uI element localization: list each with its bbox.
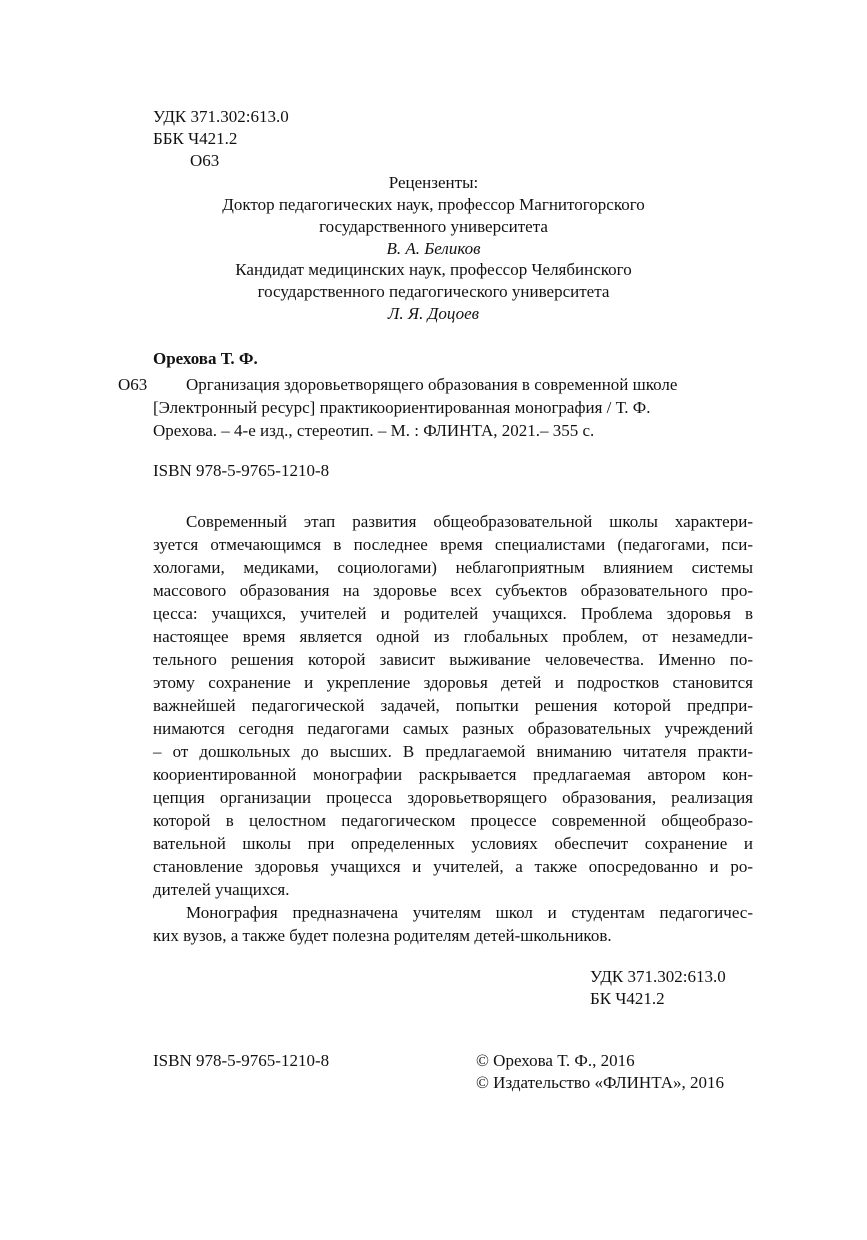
- reviewer-1-university: государственного университета: [319, 217, 548, 236]
- abstract-line: этому сохранение и укрепление здоровья детей и подростков становится: [153, 673, 753, 692]
- abstract-line: нимаются сегодня педагогами самых разных образовательных учреждений: [153, 719, 753, 738]
- author-sign-code: О63: [190, 151, 220, 170]
- abstract-line: массового образования на здоровье всех субъектов образовательного про-: [153, 581, 753, 600]
- copyright-author: © Орехова Т. Ф., 2016: [476, 1051, 635, 1070]
- abstract-line: ких вузов, а также будет полезна родителям детей-школьников.: [153, 926, 612, 945]
- abstract-line: – от дошкольных до высших. В предлагаемой вниманию читателя практи-: [153, 742, 753, 761]
- author-heading: Орехова Т. Ф.: [153, 349, 258, 368]
- biblio-title-line-2: [Электронный ресурс] практикоориентированная монография / Т. Ф.: [153, 398, 651, 417]
- abstract-line: цесса: учащихся, учителей и родителей учащихся. Проблема здоровья в: [153, 604, 753, 623]
- abstract-line: зуется отмечающимся в последнее время специалистами (педагогами, пси-: [153, 535, 753, 554]
- abstract-line: тельного решения которой зависит выживание человечества. Именно по-: [153, 650, 753, 669]
- abstract-line: важнейшей педагогической задачей, попытки решения которой предпри-: [153, 696, 753, 715]
- udk-code-bottom: УДК 371.302:613.0: [590, 967, 726, 986]
- biblio-code: О63: [118, 375, 148, 394]
- abstract-line: вательной школы при определенных условиях обеспечит сохранение и: [153, 834, 753, 853]
- biblio-title-line-3: Орехова. – 4-е изд., стереотип. – М. : ФЛИНТА, 2021.– 355 с.: [153, 421, 595, 440]
- abstract-line: цепция организации процесса здоровьетворящего образования, реализация: [153, 788, 753, 807]
- abstract-line: настоящее время является одной из глобальных проблем, от незамедли-: [153, 627, 753, 646]
- abstract-line: коориентированной монографии раскрывается предлагаемая автором кон-: [153, 765, 753, 784]
- biblio-title-line-1: Организация здоровьетворящего образования в современной школе: [186, 375, 678, 394]
- isbn-top: ISBN 978-5-9765-1210-8: [153, 461, 330, 480]
- udk-code: УДК 371.302:613.0: [153, 107, 289, 126]
- abstract-line: становление здоровья учащихся и учителей, а также опосредованно и ро-: [153, 857, 753, 876]
- abstract-line: Монография предназначена учителям школ и студентам педагогичес-: [186, 903, 753, 922]
- copyright-publisher: © Издательство «ФЛИНТА», 2016: [476, 1073, 725, 1092]
- reviewers-title: Рецензенты:: [388, 173, 479, 192]
- reviewer-2-position: Кандидат медицинских наук, профессор Челябинского: [235, 260, 632, 279]
- abstract-line: хологами, медиками, социологами) неблагоприятным влиянием системы: [153, 558, 753, 577]
- abstract-line: которой в целостном педагогическом процессе современной общеобразо-: [153, 811, 753, 830]
- abstract-line: дителей учащихся.: [153, 880, 290, 899]
- bk-code-bottom: БК Ч421.2: [590, 989, 665, 1008]
- reviewer-1-position: Доктор педагогических наук, профессор Магнитогорского: [222, 195, 645, 214]
- reviewer-2-university: государственного педагогического университета: [257, 282, 610, 301]
- bbk-code: ББК Ч421.2: [153, 129, 238, 148]
- abstract-line: Современный этап развития общеобразовательной школы характери-: [186, 512, 753, 531]
- reviewer-2-name: Л. Я. Доцоев: [387, 304, 480, 323]
- isbn-bottom: ISBN 978-5-9765-1210-8: [153, 1051, 330, 1070]
- reviewer-1-name: В. А. Беликов: [386, 239, 481, 258]
